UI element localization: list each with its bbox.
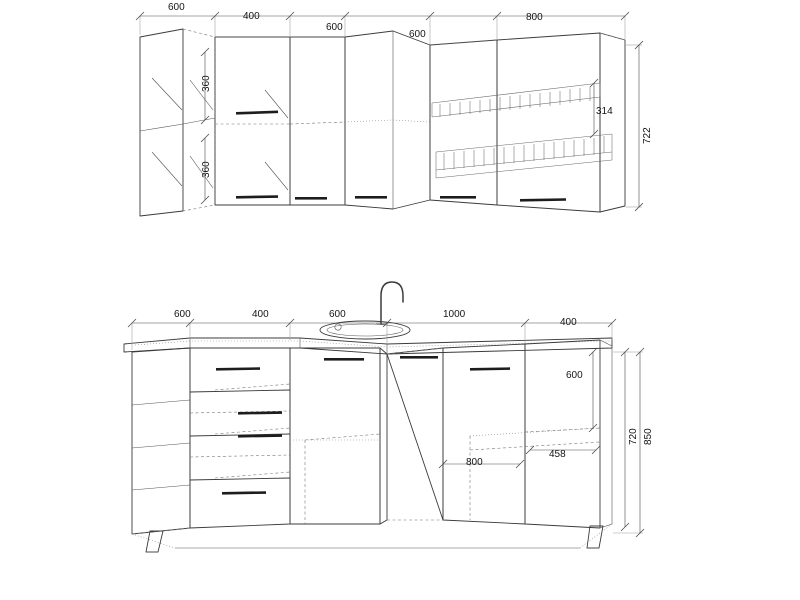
dim-lower-inner-458: 458 — [549, 449, 566, 460]
dim-upper-top-3: 600 — [326, 22, 343, 33]
cabinet-leg — [146, 531, 163, 552]
upper-cabinets-group — [136, 12, 643, 216]
cabinet-handle — [236, 195, 278, 198]
dim-lower-top-4: 1000 — [443, 309, 466, 320]
dim-upper-right-722: 722 — [642, 127, 653, 144]
lower-inner-dimension-chain — [439, 446, 600, 468]
dim-upper-inner-2: 360 — [201, 161, 212, 178]
drawer-handle — [216, 367, 260, 370]
cabinet-handle — [236, 111, 278, 115]
cabinet-handle — [355, 196, 387, 199]
cabinet-handle — [440, 196, 476, 199]
dim-lower-right-720: 720 — [628, 428, 639, 445]
drawer-handle — [222, 491, 266, 494]
sink — [320, 321, 410, 339]
dim-lower-top-3: 600 — [329, 309, 346, 320]
dish-rack-lower — [436, 134, 612, 178]
door-handle — [400, 356, 438, 359]
dim-lower-top-5: 400 — [560, 317, 577, 328]
dim-lower-inner-800: 800 — [466, 457, 483, 468]
dim-lower-top-2: 400 — [252, 309, 269, 320]
drawer-handle — [238, 411, 282, 414]
dim-upper-top-4: 600 — [409, 29, 426, 40]
dim-upper-top-2: 400 — [243, 11, 260, 22]
dim-lower-top-1: 600 — [174, 309, 191, 320]
door-handle — [324, 358, 364, 361]
dim-lower-right-850: 850 — [643, 428, 654, 445]
dim-lower-right-600: 600 — [566, 370, 583, 381]
upper-right-dimension-chain — [590, 41, 643, 211]
faucet — [376, 282, 403, 324]
upper-top-dimension-chain — [136, 12, 629, 44]
lower-top-dimension-chain — [128, 319, 616, 350]
dim-upper-inner-1: 360 — [201, 75, 212, 92]
cabinet-handle — [520, 198, 566, 201]
door-handle — [470, 367, 510, 370]
cabinet-handle — [295, 197, 327, 200]
dim-upper-top-1: 600 — [168, 2, 185, 13]
dim-upper-top-5: 800 — [526, 12, 543, 23]
dish-rack-upper — [432, 83, 600, 117]
dim-upper-right-314: 314 — [596, 106, 613, 117]
